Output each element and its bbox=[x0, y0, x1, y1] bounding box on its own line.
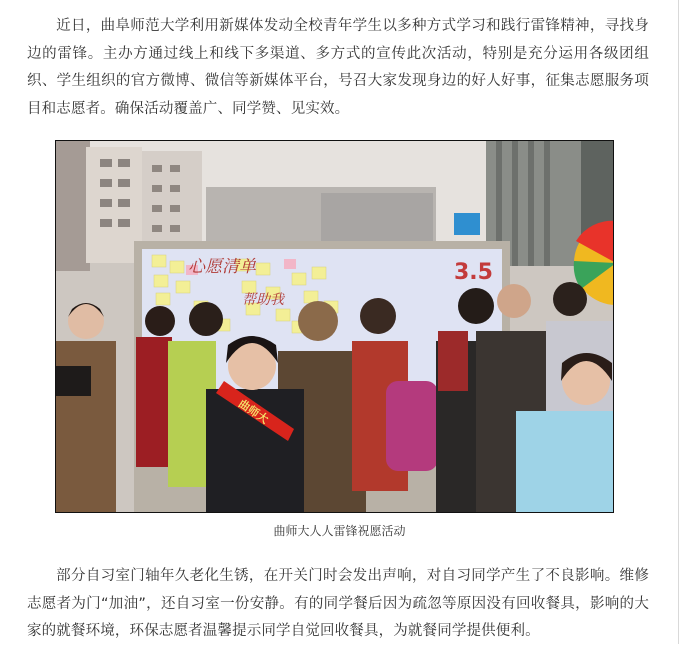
volunteer-event-illustration bbox=[56, 141, 613, 512]
sash-text: 曲师大 bbox=[236, 397, 271, 427]
board-heading: 心愿清单 bbox=[188, 257, 256, 277]
article-paragraph-2 bbox=[27, 563, 649, 646]
paragraph-2-text: 部分自习室门轴年久老化生锈，在开关门时会发出声响，对自习同学产生了不良影响。维修志愿者为门“加油”，还自习室一份安静。有的同学餐后因为疏忽等原因没有回收餐具，影响的大家的就餐环境，环保志愿者温馨提示同学自觉回收餐具，为就餐同学提供便利。 bbox=[27, 568, 649, 639]
article-photo bbox=[55, 140, 614, 513]
photo-caption: 曲师大人人雷锋祝愿活动 bbox=[273, 524, 406, 538]
board-date: 3.5 bbox=[454, 260, 493, 285]
article-paragraph-1 bbox=[27, 13, 649, 123]
paragraph-1-text: 近日，曲阜师范大学利用新媒体发动全校青年学生以多种方式学习和践行雷锋精神，寻找身边的雷锋。主办方通过线上和线下多渠道、多方式的宣传此次活动，特别是充分运用各级团组织、学生组织的官方微博、微信等新媒体平台，号召大家发现身边的好人好事，征集志愿服务项目和志愿者。确保活动覆盖广、同学赞、见实效。 bbox=[27, 18, 649, 117]
board-subheading: 帮助我 bbox=[242, 292, 284, 308]
